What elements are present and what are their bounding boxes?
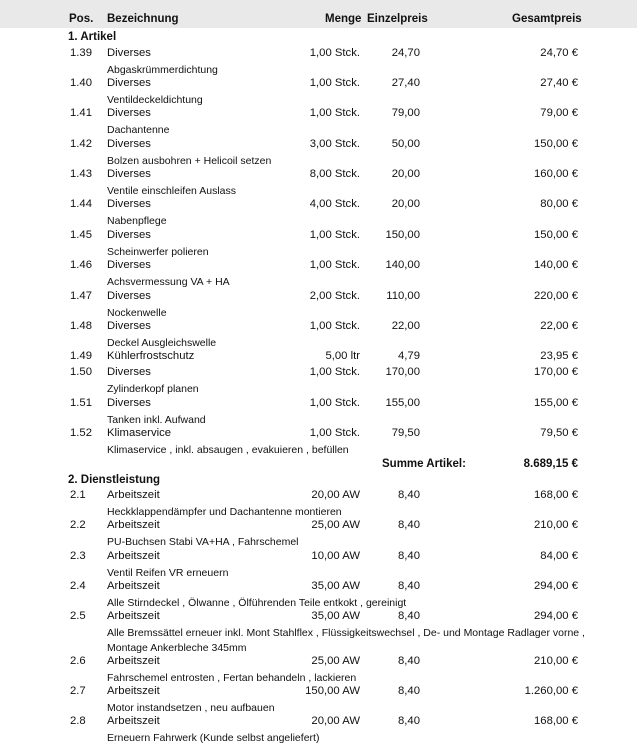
row-price: 79,50	[391, 427, 420, 439]
row-qty: 2,00 Stck.	[309, 290, 360, 302]
row-name: Diverses	[107, 290, 151, 302]
row-name: Diverses	[107, 138, 151, 150]
row-total: 150,00 €	[534, 138, 578, 150]
table-row	[0, 47, 637, 77]
row-qty: 1,00 Stck.	[309, 107, 360, 119]
row-qty: 1,00 Stck.	[309, 47, 360, 59]
table-row	[0, 715, 637, 745]
row-qty: 25,00 AW	[311, 655, 360, 667]
row-qty: 10,00 AW	[311, 550, 360, 562]
row-name: Kühlerfrostschutz	[107, 350, 195, 362]
section-title-dienstleistung: 2. Dienstleistung	[68, 474, 161, 486]
row-description: PU-Buchsen Stabi VA+HA , Fahrschemel	[107, 536, 299, 548]
row-description: Ventildeckeldichtung	[107, 94, 203, 106]
row-price: 110,00	[386, 290, 420, 302]
row-total: 22,00 €	[540, 320, 578, 332]
row-description: Klimaservice , inkl. absaugen , evakuieren , befüllen	[107, 444, 349, 456]
row-name: Arbeitszeit	[107, 610, 160, 622]
row-qty: 3,00 Stck.	[309, 138, 360, 150]
row-description: Motor instandsetzen , neu aufbauen	[107, 702, 275, 714]
table-row	[0, 366, 637, 396]
row-description: Alle Stirndeckel , Ölwanne , Ölführenden Teile entkokt , gereinigt	[107, 597, 407, 609]
row-name: Arbeitszeit	[107, 715, 160, 727]
row-name: Arbeitszeit	[107, 550, 160, 562]
row-price: 20,00	[391, 168, 420, 180]
row-description: Erneuern Fahrwerk (Kunde selbst angeliefert)	[107, 732, 320, 744]
table-row	[0, 655, 637, 685]
row-price: 8,40	[398, 610, 420, 622]
row-description: Scheinwerfer polieren	[107, 246, 209, 258]
row-pos: 2.8	[70, 715, 86, 727]
row-total: 155,00 €	[534, 397, 578, 409]
row-qty: 8,00 Stck.	[309, 168, 360, 180]
row-name: Diverses	[107, 259, 151, 271]
row-qty: 1,00 Stck.	[309, 259, 360, 271]
row-description: Nockenwelle	[107, 307, 167, 319]
row-price: 140,00	[385, 259, 420, 271]
row-total: 294,00 €	[534, 610, 578, 622]
row-pos: 1.40	[70, 77, 92, 89]
table-row	[0, 580, 637, 610]
table-row	[0, 259, 637, 289]
row-pos: 2.2	[70, 519, 86, 531]
row-price: 20,00	[391, 198, 420, 210]
row-pos: 1.52	[70, 427, 92, 439]
row-description: Alle Bremssättel erneuer inkl. Mont Stahlflex , Flüssigkeitswechsel , De- und Montage Radlager vorne ,	[107, 627, 585, 639]
row-pos: 1.51	[70, 397, 92, 409]
row-name: Diverses	[107, 320, 151, 332]
table-row	[0, 489, 637, 519]
row-pos: 1.50	[70, 366, 92, 378]
row-qty: 35,00 AW	[311, 610, 360, 622]
row-pos: 1.48	[70, 320, 92, 332]
sum-artikel-value: 8.689,15 €	[523, 458, 578, 470]
row-pos: 1.43	[70, 168, 92, 180]
row-qty: 5,00 ltr	[325, 350, 360, 362]
table-row	[0, 229, 637, 259]
row-description: Tanken inkl. Aufwand	[107, 414, 206, 426]
table-row	[0, 550, 637, 580]
row-price: 8,40	[398, 489, 420, 501]
row-total: 79,50 €	[540, 427, 578, 439]
row-description: Ventile einschleifen Auslass	[107, 185, 236, 197]
table-row	[0, 320, 637, 350]
row-qty: 1,00 Stck.	[309, 397, 360, 409]
row-price: 155,00	[385, 397, 420, 409]
sum-artikel-label: Summe Artikel:	[382, 458, 466, 470]
row-description: Heckklappendämpfer und Dachantenne montieren	[107, 506, 342, 518]
header-pos: Pos.	[69, 13, 94, 25]
table-row	[0, 138, 637, 168]
row-description: Ventil Reifen VR erneuern	[107, 567, 229, 579]
row-total: 27,40 €	[540, 77, 578, 89]
row-total: 160,00 €	[534, 168, 578, 180]
row-pos: 1.45	[70, 229, 92, 241]
row-name: Diverses	[107, 47, 151, 59]
row-name: Arbeitszeit	[107, 489, 160, 501]
row-pos: 1.49	[70, 350, 92, 362]
row-description-continued: Montage Ankerbleche 345mm	[107, 642, 247, 654]
row-price: 8,40	[398, 519, 420, 531]
row-pos: 1.46	[70, 259, 92, 271]
row-description: Abgaskrümmerdichtung	[107, 64, 218, 76]
row-price: 79,00	[391, 107, 420, 119]
table-row	[0, 519, 637, 549]
header-einzelpreis: Einzelpreis	[367, 13, 428, 25]
row-qty: 35,00 AW	[311, 580, 360, 592]
header-bezeichnung: Bezeichnung	[107, 13, 179, 25]
row-price: 50,00	[391, 138, 420, 150]
row-price: 8,40	[398, 580, 420, 592]
table-row	[0, 290, 637, 320]
row-total: 170,00 €	[534, 366, 578, 378]
row-total: 210,00 €	[534, 655, 578, 667]
row-total: 168,00 €	[534, 715, 578, 727]
row-total: 140,00 €	[534, 259, 578, 271]
row-pos: 2.1	[70, 489, 86, 501]
row-price: 170,00	[385, 366, 420, 378]
row-qty: 1,00 Stck.	[309, 320, 360, 332]
row-pos: 1.44	[70, 198, 92, 210]
row-description: Dachantenne	[107, 124, 170, 136]
row-price: 8,40	[398, 550, 420, 562]
row-description: Achsvermessung VA + HA	[107, 276, 230, 288]
row-price: 150,00	[385, 229, 420, 241]
table-row	[0, 610, 637, 654]
row-price: 4,79	[398, 350, 420, 362]
header-gesamtpreis: Gesamtpreis	[512, 13, 582, 25]
row-name: Diverses	[107, 397, 151, 409]
row-qty: 1,00 Stck.	[309, 229, 360, 241]
row-qty: 1,00 Stck.	[309, 366, 360, 378]
row-description: Fahrschemel entrosten , Fertan behandeln , lackieren	[107, 672, 357, 684]
row-pos: 2.7	[70, 685, 86, 697]
row-description: Bolzen ausbohren + Helicoil setzen	[107, 155, 272, 167]
row-total: 79,00 €	[540, 107, 578, 119]
row-qty: 25,00 AW	[311, 519, 360, 531]
row-qty: 20,00 AW	[311, 715, 360, 727]
row-total: 294,00 €	[534, 580, 578, 592]
row-name: Diverses	[107, 198, 151, 210]
row-price: 8,40	[398, 715, 420, 727]
table-row	[0, 397, 637, 427]
row-description: Nabenpflege	[107, 215, 167, 227]
row-qty: 1,00 Stck.	[309, 427, 360, 439]
row-pos: 2.5	[70, 610, 86, 622]
row-qty: 150,00 AW	[305, 685, 360, 697]
table-row	[0, 685, 637, 715]
table-row	[0, 77, 637, 107]
row-name: Diverses	[107, 366, 151, 378]
row-price: 27,40	[391, 77, 420, 89]
row-qty: 1,00 Stck.	[309, 77, 360, 89]
table-row	[0, 168, 637, 198]
row-pos: 1.47	[70, 290, 92, 302]
row-total: 220,00 €	[534, 290, 578, 302]
row-total: 24,70 €	[540, 47, 578, 59]
row-name: Klimaservice	[107, 427, 172, 439]
row-total: 210,00 €	[534, 519, 578, 531]
table-row	[0, 427, 637, 457]
row-name: Arbeitszeit	[107, 655, 160, 667]
row-pos: 2.3	[70, 550, 86, 562]
table-row	[0, 198, 637, 228]
section-title-artikel: 1. Artikel	[68, 31, 117, 43]
header-menge: Menge	[325, 13, 362, 25]
row-name: Arbeitszeit	[107, 685, 160, 697]
table-row	[0, 107, 637, 137]
row-price: 8,40	[398, 685, 420, 697]
row-pos: 1.42	[70, 138, 92, 150]
row-name: Diverses	[107, 229, 151, 241]
row-pos: 2.6	[70, 655, 86, 667]
row-pos: 2.4	[70, 580, 86, 592]
table-header	[0, 0, 637, 28]
row-name: Diverses	[107, 107, 151, 119]
row-name: Arbeitszeit	[107, 580, 160, 592]
row-name: Arbeitszeit	[107, 519, 160, 531]
row-pos: 1.39	[70, 47, 92, 59]
row-total: 1.260,00 €	[524, 685, 578, 697]
row-price: 8,40	[398, 655, 420, 667]
row-name: Diverses	[107, 168, 151, 180]
row-total: 150,00 €	[534, 229, 578, 241]
row-total: 84,00 €	[540, 550, 578, 562]
row-price: 22,00	[391, 320, 420, 332]
row-description: Deckel Ausgleichswelle	[107, 337, 217, 349]
row-total: 23,95 €	[540, 350, 578, 362]
row-price: 24,70	[391, 47, 420, 59]
row-pos: 1.41	[70, 107, 92, 119]
row-description: Zylinderkopf planen	[107, 383, 199, 395]
row-name: Diverses	[107, 77, 151, 89]
row-qty: 4,00 Stck.	[309, 198, 360, 210]
row-qty: 20,00 AW	[311, 489, 360, 501]
row-total: 168,00 €	[534, 489, 578, 501]
row-total: 80,00 €	[540, 198, 578, 210]
